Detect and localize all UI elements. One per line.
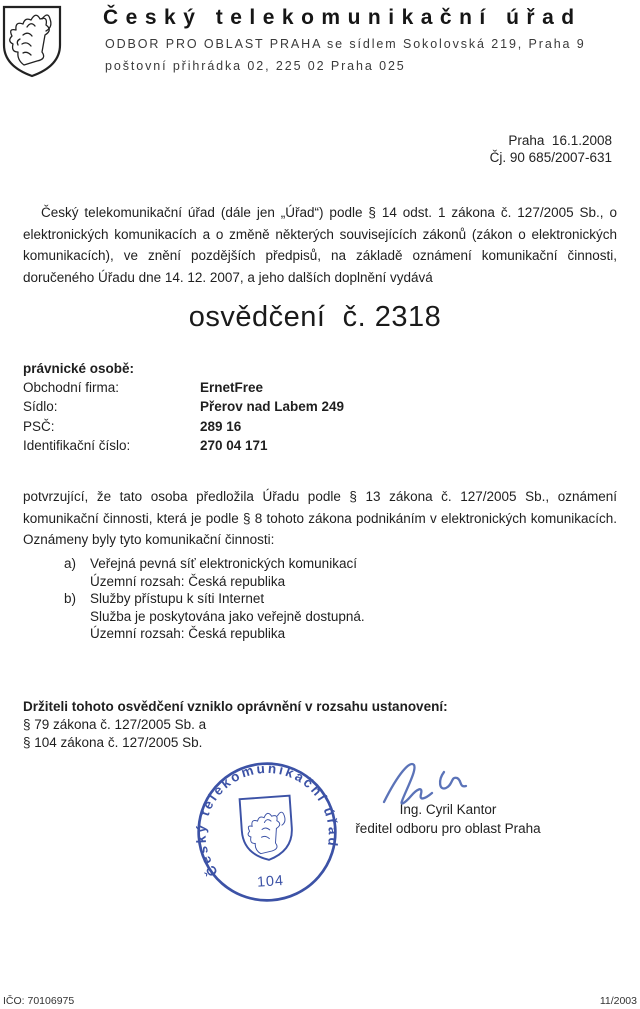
confirmation-paragraph: potvrzující, že tato osoba předložila Úřadu podle § 13 zákona č. 127/2005 Sb., oznámení komunikační činnosti, která je podle § 8 tohoto zákona podnikáním v elektronických komunikacích. Oznámeny byly tyto komunikační činnosti: [23,489,617,547]
activity-line: Veřejná pevná síť elektronických komunikací [90,556,357,571]
field-label: PSČ: [23,418,55,434]
rights-block [23,697,448,751]
signature-script [378,758,483,806]
intro-paragraph: Český telekomunikační úřad (dále jen „Úřad“) podle § 14 odst. 1 zákona č. 127/2005 Sb., o elektronických komunikacích a o změně některých souvisejících zákonů (zákon o elektronických komunikacích), ve znění pozdějších předpisů, na základě oznámení komunikační činnosti, doručeného Úřadu dne 14. 12. 2007, a jeho dalších doplnění vydává [23,205,617,285]
entity-heading: právnické osobě: [23,361,135,376]
org-name: Český telekomunikační úřad [103,6,582,29]
signer-role: ředitel odboru pro oblast Praha [355,820,541,836]
activity-line: Služba je poskytována jako veřejně dostupná. [90,608,365,624]
ref-number: Čj. 90 685/2007-631 [489,150,612,165]
org-department-line: ODBOR PRO OBLAST PRAHA se sídlem Sokolovská 219, Praha 9 [105,37,586,51]
field-row-company [23,378,344,397]
list-marker: b) [64,591,77,606]
activity-lines [90,555,357,590]
activity-line: Služby přístupu k síti Internet [90,591,265,606]
footer-form-number: 11/2003 [599,995,637,1007]
activity-lines [90,590,365,643]
field-value: 289 16 [200,418,242,434]
org-po-box-line: poštovní přihrádka 02, 225 02 Praha 025 [105,59,406,73]
field-value: ErnetFree [200,380,264,396]
field-label: Obchodní firma: [23,380,120,396]
activity-item-a [64,555,365,590]
stamp-number: 104 [256,872,285,891]
signer-block [348,801,548,838]
place-date: Praha 16.1.2008 [508,133,612,148]
certificate-title: osvědčení č. 2318 [188,301,442,333]
signer-name: Ing. Cyril Kantor [399,802,497,817]
activities-list [64,555,365,643]
field-value: 270 04 171 [200,437,268,453]
field-row-id-number [23,436,344,455]
rights-heading: Držiteli tohoto osvědčení vzniklo oprávnění v rozsahu ustanovení: [23,699,448,714]
official-stamp [190,755,344,909]
stamp-lion-icon [247,812,288,854]
date-ref-block [490,132,612,166]
entity-block [23,359,344,455]
field-label: Sídlo: [23,399,58,415]
activity-line: Územní rozsah: Česká republika [90,573,286,589]
field-row-address [23,397,344,416]
field-row-postcode [23,417,344,436]
svg-text:Český telekomunikační úřad [190,756,344,880]
rights-line: § 79 zákona č. 127/2005 Sb. a [23,717,207,732]
rights-line: § 104 zákona č. 127/2005 Sb. [23,734,203,750]
coat-of-arms-icon [2,5,62,78]
activity-item-b [64,590,365,643]
field-value: Přerov nad Labem 249 [200,399,345,415]
activity-line: Územní rozsah: Česká republika [90,626,286,641]
footer-ico: IČO: 70106975 [3,995,75,1007]
stamp-ring-text: Český telekomunikační úřad [193,760,341,880]
list-marker: a) [64,556,77,571]
field-label: Identifikační číslo: [23,437,131,453]
